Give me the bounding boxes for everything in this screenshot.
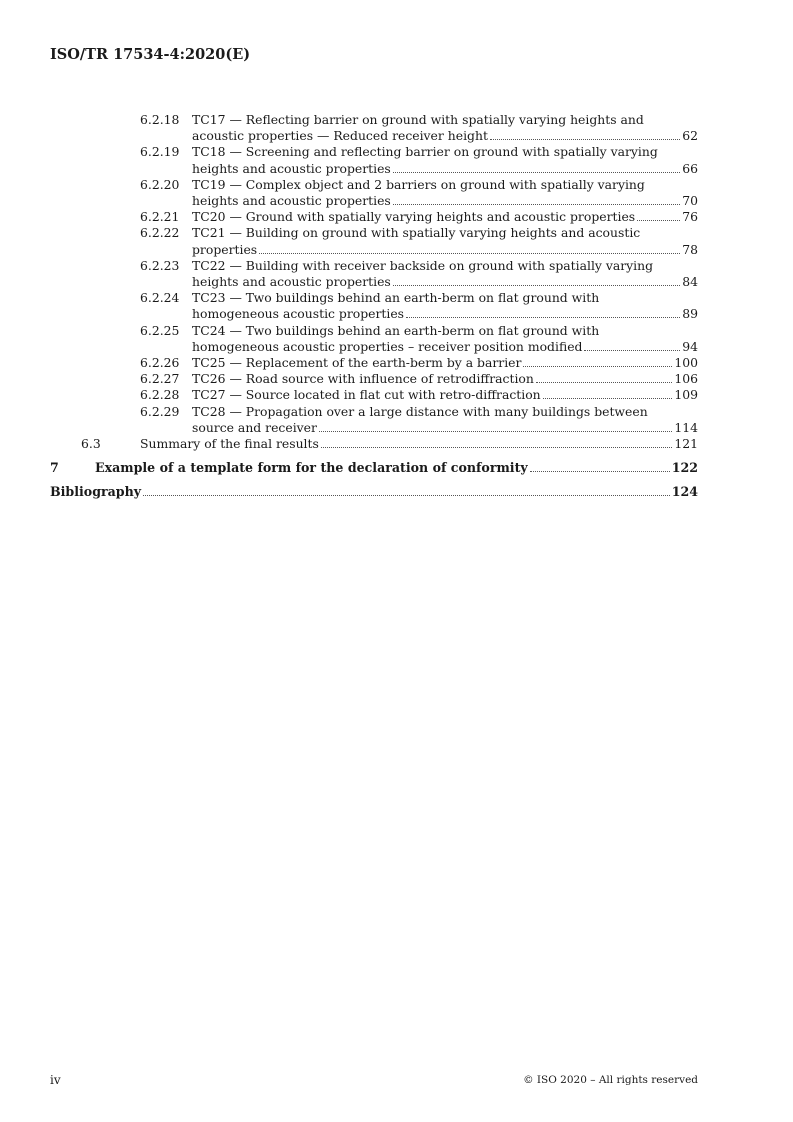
toc-entry-number: 6.2.19 [140,144,180,160]
toc-entry-page[interactable]: 124 [671,484,698,500]
toc-entry-title: properties [192,241,258,257]
toc-entry-page[interactable]: 121 [674,436,698,452]
toc-entry[interactable] [0,209,793,225]
toc-entry[interactable] [0,371,793,387]
toc-entry-title-line: TC17 — Reflecting barrier on ground with spatially varying heights and [192,112,644,127]
toc-entry-page[interactable]: 70 [682,193,698,209]
toc-entry[interactable] [0,460,793,476]
toc-entry-page[interactable]: 89 [682,306,698,322]
toc-entry-number: 6.2.18 [140,112,180,127]
dot-leader [319,431,672,432]
toc-entry-title-line: TC28 — Propagation over a large distance with many buildings between [192,403,648,419]
toc-entry-number: 6.2.22 [140,225,180,241]
toc-entry-title: TC27 — Source located in flat cut with retro-diffraction [192,387,541,403]
toc-entry-title-line: TC24 — Two buildings behind an earth-berm on flat ground with [192,322,600,338]
toc-entry-title-line: TC19 — Complex object and 2 barriers on ground with spatially varying [192,176,645,192]
toc-entry-page[interactable]: 100 [674,355,698,371]
toc-entry[interactable] [0,177,793,209]
dot-leader [393,285,680,286]
toc-entry[interactable] [0,387,793,403]
toc-entry-page[interactable]: 106 [674,371,698,387]
toc-entry-title: TC26 — Road source with influence of retrodiffraction [192,371,534,387]
dot-leader [406,317,680,318]
copyright-notice: © ISO 2020 – All rights reserved [523,1074,698,1086]
dot-leader [584,350,680,351]
toc-entry-number: 6.3 [81,436,101,452]
toc-entry-title: Example of a template form for the declaration of conformity [95,460,528,476]
toc-entry[interactable] [0,112,793,144]
toc-entry[interactable] [0,225,793,257]
toc-entry[interactable] [0,484,793,500]
toc-entry-number: 6.2.24 [140,290,180,306]
dot-leader [321,447,672,448]
toc-entry-title: TC20 — Ground with spatially varying heights and acoustic properties [192,209,636,225]
toc-entry-number: 6.2.27 [140,371,180,387]
toc-entry-page[interactable]: 76 [682,209,698,225]
toc-entry-page[interactable]: 122 [671,460,698,476]
toc-entry-page[interactable]: 78 [682,241,698,257]
dot-leader [536,382,672,383]
dot-leader [393,172,680,173]
toc-entry-title: heights and acoustic properties [192,160,391,176]
toc-entry-title: Bibliography [50,484,142,500]
toc-entry-title: homogeneous acoustic properties – receiver position modified [192,338,583,354]
toc-entry-number: 7 [50,460,59,476]
toc-entry-title-line: TC22 — Building with receiver backside on ground with spatially varying [192,257,654,273]
toc-entry-number: 6.2.20 [140,176,180,192]
toc-entry-title: Summary of the final results [140,436,319,452]
toc-entry-number: 6.2.29 [140,403,180,419]
document-identifier: ISO/TR 17534-4:2020(E) [50,46,251,63]
toc-entry-page[interactable]: 62 [682,128,698,144]
dot-leader [530,471,670,472]
toc-entry-title: TC25 — Replacement of the earth-berm by a barrier [192,355,522,371]
toc-entry[interactable] [0,258,793,290]
dot-leader [543,398,673,399]
dot-leader [393,204,680,205]
toc-entry[interactable] [0,355,793,371]
dot-leader [143,495,670,496]
toc-entry-title: source and receiver [192,419,317,435]
toc-entry-page[interactable]: 114 [674,419,698,435]
toc-entry-page[interactable]: 109 [674,387,698,403]
toc-entry-number: 6.2.26 [140,355,180,371]
toc-entry-number: 6.2.28 [140,387,180,403]
toc-entry-title: homogeneous acoustic properties [192,306,405,322]
toc-entry-title: acoustic properties — Reduced receiver height [192,128,488,144]
page-number: iv [50,1073,61,1087]
toc-entry-title-line: TC18 — Screening and reflecting barrier on ground with spatially varying [192,144,658,160]
toc-entry-number: 6.2.21 [140,209,180,225]
table-of-contents [0,112,793,500]
dot-leader [523,366,672,367]
toc-entry[interactable] [0,436,793,452]
toc-entry-number: 6.2.25 [140,322,180,338]
toc-entry[interactable] [0,290,793,322]
toc-entry-page[interactable]: 66 [682,160,698,176]
dot-leader [637,220,680,221]
toc-entry-title: heights and acoustic properties [192,274,391,290]
toc-entry[interactable] [0,323,793,355]
toc-entry-title: heights and acoustic properties [192,193,391,209]
toc-entry-title-line: TC23 — Two buildings behind an earth-berm on flat ground with [192,290,600,306]
toc-entry-title-line: TC21 — Building on ground with spatially varying heights and acoustic [192,225,641,241]
dot-leader [259,253,680,254]
dot-leader [490,139,680,140]
toc-entry[interactable] [0,404,793,436]
toc-entry-page[interactable]: 94 [682,338,698,354]
toc-entry-page[interactable]: 84 [682,274,698,290]
toc-entry[interactable] [0,144,793,176]
toc-entry-number: 6.2.23 [140,257,180,273]
